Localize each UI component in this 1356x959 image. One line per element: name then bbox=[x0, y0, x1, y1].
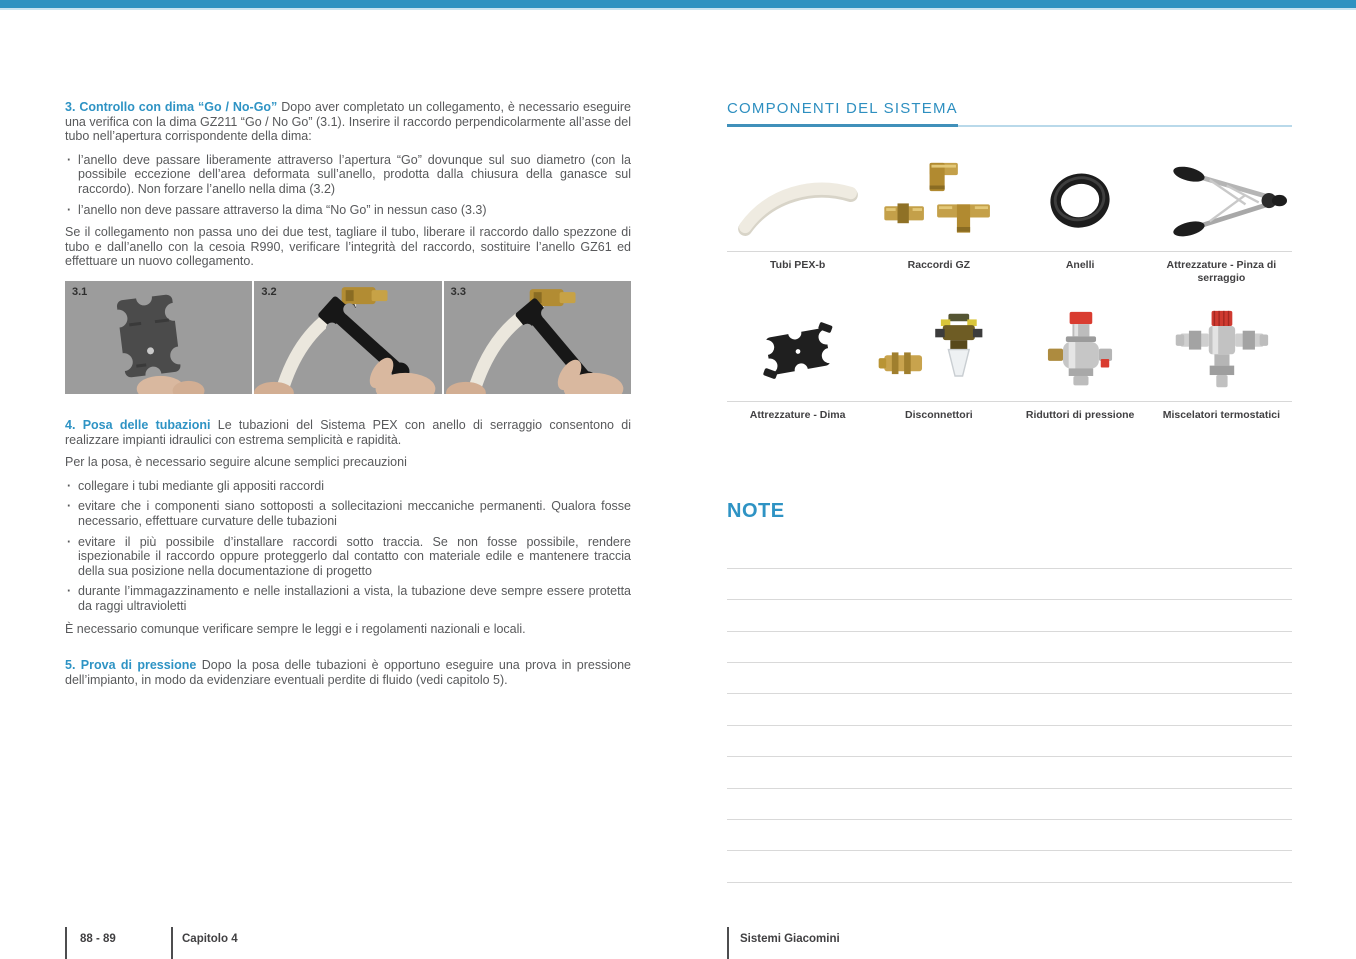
product-cell-disconnettori bbox=[868, 302, 1009, 423]
section-5-heading: 5. Prova di pressione bbox=[65, 658, 197, 673]
note-lines bbox=[727, 537, 1292, 882]
section-4-intro-paragraph bbox=[65, 418, 631, 447]
figure-label: 3.3 bbox=[450, 285, 466, 298]
bullet-item: · evitare che i componenti siano sottoposti a sollecitazioni meccaniche permanenti. Qualora fosse necessario, effettuare curvature delle tubazioni bbox=[65, 499, 631, 528]
figure-label: 3.2 bbox=[261, 285, 277, 298]
product-label: Disconnettori bbox=[905, 408, 973, 421]
note-line bbox=[727, 632, 1292, 663]
pex-tube-icon bbox=[732, 157, 864, 247]
section-4-bullet-list bbox=[65, 479, 631, 614]
product-cell-pinza bbox=[1151, 154, 1292, 286]
product-label: Tubi PEX-b bbox=[770, 258, 826, 271]
section-3-heading: 3. Controllo con dima “Go / No-Go” bbox=[65, 100, 278, 114]
figure-photo-3-2 bbox=[254, 281, 441, 394]
product-cell-miscelatori bbox=[1151, 302, 1292, 423]
gauge-tool-icon bbox=[732, 306, 864, 396]
product-cell-tubi-pex bbox=[727, 154, 868, 286]
page-number: 88 - 89 bbox=[80, 933, 116, 945]
product-label: Riduttori di pressione bbox=[1025, 408, 1135, 421]
section-3-paragraph: Se il collegamento non passa uno dei due test, tagliare il tubo, liberare il raccordo dallo spezzone di tubo e dall’anello con la cesoia R990, verificare l’integrità del raccordo, sostituire l’anello GZ61 ed effettuare un nuovo collegamento. bbox=[65, 225, 631, 269]
brand-label: Sistemi Giacomini bbox=[740, 933, 840, 945]
note-line bbox=[727, 663, 1292, 694]
bullet-item: · durante l’immagazzinamento e nelle installazioni a vista, la tubazione deve sempre essere protetta da raggi ultravioletti bbox=[65, 584, 631, 613]
figure-photo-3-3 bbox=[444, 281, 631, 394]
product-label: Miscelatori termostatici bbox=[1162, 408, 1281, 421]
gauge-test-go-photo-illustration bbox=[254, 281, 441, 394]
note-line bbox=[727, 757, 1292, 788]
ring-icon bbox=[1014, 157, 1146, 247]
product-cell-raccordi-gz bbox=[868, 154, 1009, 286]
components-grid-row-2 bbox=[727, 302, 1292, 423]
footer-divider bbox=[65, 927, 67, 959]
thermostatic-mixer-icon bbox=[1155, 306, 1287, 396]
bullet-item: · evitare il più possibile d’installare raccordi sotto traccia. Se non fosse possibile, rendere ispezionabile il raccordo oppure proteggerlo dal contatto con materiale edile e mantenere traccia della sua posizione nella documentazione di progetto bbox=[65, 535, 631, 579]
section-5-text: Dopo la posa delle tubazioni è opportuno eseguire una prova in pressione dell’impianto, in modo da evidenziare eventuali perdite di fluido (vedi capitolo 5). bbox=[65, 658, 631, 687]
bullet-item: · l’anello non deve passare attraverso la dima “No Go” in nessun caso (3.3) bbox=[65, 203, 631, 218]
backflow-preventer-icon bbox=[873, 306, 1005, 396]
product-label: Attrezzature - Pinza di serraggio bbox=[1166, 258, 1277, 285]
note-line bbox=[727, 789, 1292, 820]
left-column bbox=[65, 100, 631, 687]
note-line bbox=[727, 537, 1292, 568]
note-line bbox=[727, 820, 1292, 851]
section-4-intro-text: Le tubazioni del Sistema PEX con anello di serraggio consentono di realizzare impianti idraulici con estrema semplicità e rapidità. bbox=[65, 417, 631, 447]
note-line bbox=[727, 851, 1292, 882]
product-cell-riduttori bbox=[1010, 302, 1151, 423]
section-3-bullet-list bbox=[65, 153, 631, 217]
product-label: Attrezzature - Dima bbox=[749, 408, 846, 421]
section-3-intro-text: Dopo aver completato un collegamento, è necessario eseguire una verifica con la dima GZ211 “Go / No Go” (3.1). Inserire il raccordo perpendicolarmente all’asse del tubo nell’apertura corrispondente della dima: bbox=[65, 100, 631, 144]
product-cell-anelli bbox=[1010, 154, 1151, 286]
note-line bbox=[727, 694, 1292, 725]
section-4-heading: 4. Posa delle tubazioni bbox=[65, 417, 211, 432]
section-5-paragraph bbox=[65, 658, 631, 687]
bullet-item: · l’anello deve passare liberamente attraverso l’apertura “Go” dovunque sul suo diametro (con la possibile eccezione dell’area deformata sull’anello, prodotta dalla chiusura della ganasce sul raccordo). Non forzare l’anello nella dima (3.2) bbox=[65, 153, 631, 197]
components-heading-rule bbox=[727, 100, 1292, 127]
top-accent-bar bbox=[0, 0, 1356, 10]
figure-photo-3-1 bbox=[65, 281, 252, 394]
gauge-test-no-go-photo-illustration bbox=[444, 281, 631, 394]
components-grid-row-1 bbox=[727, 154, 1292, 286]
note-line bbox=[727, 569, 1292, 600]
brass-fittings-icon bbox=[873, 157, 1005, 247]
footer-divider bbox=[727, 927, 729, 959]
section-4-closing: È necessario comunque verificare sempre le leggi e i regolamenti nazionali e locali. bbox=[65, 622, 526, 637]
chapter-label: Capitolo 4 bbox=[182, 933, 238, 945]
figure-photo-strip bbox=[65, 281, 631, 394]
gauge-in-hand-photo-illustration bbox=[65, 281, 252, 394]
product-cell-dima bbox=[727, 302, 868, 423]
components-section-heading: COMPONENTI DEL SISTEMA bbox=[727, 100, 958, 127]
note-line bbox=[727, 726, 1292, 757]
note-section-heading: NOTE bbox=[727, 500, 785, 523]
product-label: Anelli bbox=[1065, 258, 1095, 271]
right-column bbox=[727, 100, 1292, 883]
pressure-reducer-icon bbox=[1014, 306, 1146, 396]
product-label: Raccordi GZ bbox=[907, 258, 971, 271]
note-line bbox=[727, 600, 1292, 631]
figure-label: 3.1 bbox=[72, 285, 88, 298]
crimping-pliers-icon bbox=[1155, 157, 1287, 247]
bullet-item: · collegare i tubi mediante gli appositi raccordi bbox=[65, 479, 631, 494]
section-3-intro-paragraph bbox=[65, 100, 631, 144]
footer-divider bbox=[171, 927, 173, 959]
section-4-paragraph-2: Per la posa, è necessario seguire alcune semplici precauzioni bbox=[65, 455, 407, 470]
